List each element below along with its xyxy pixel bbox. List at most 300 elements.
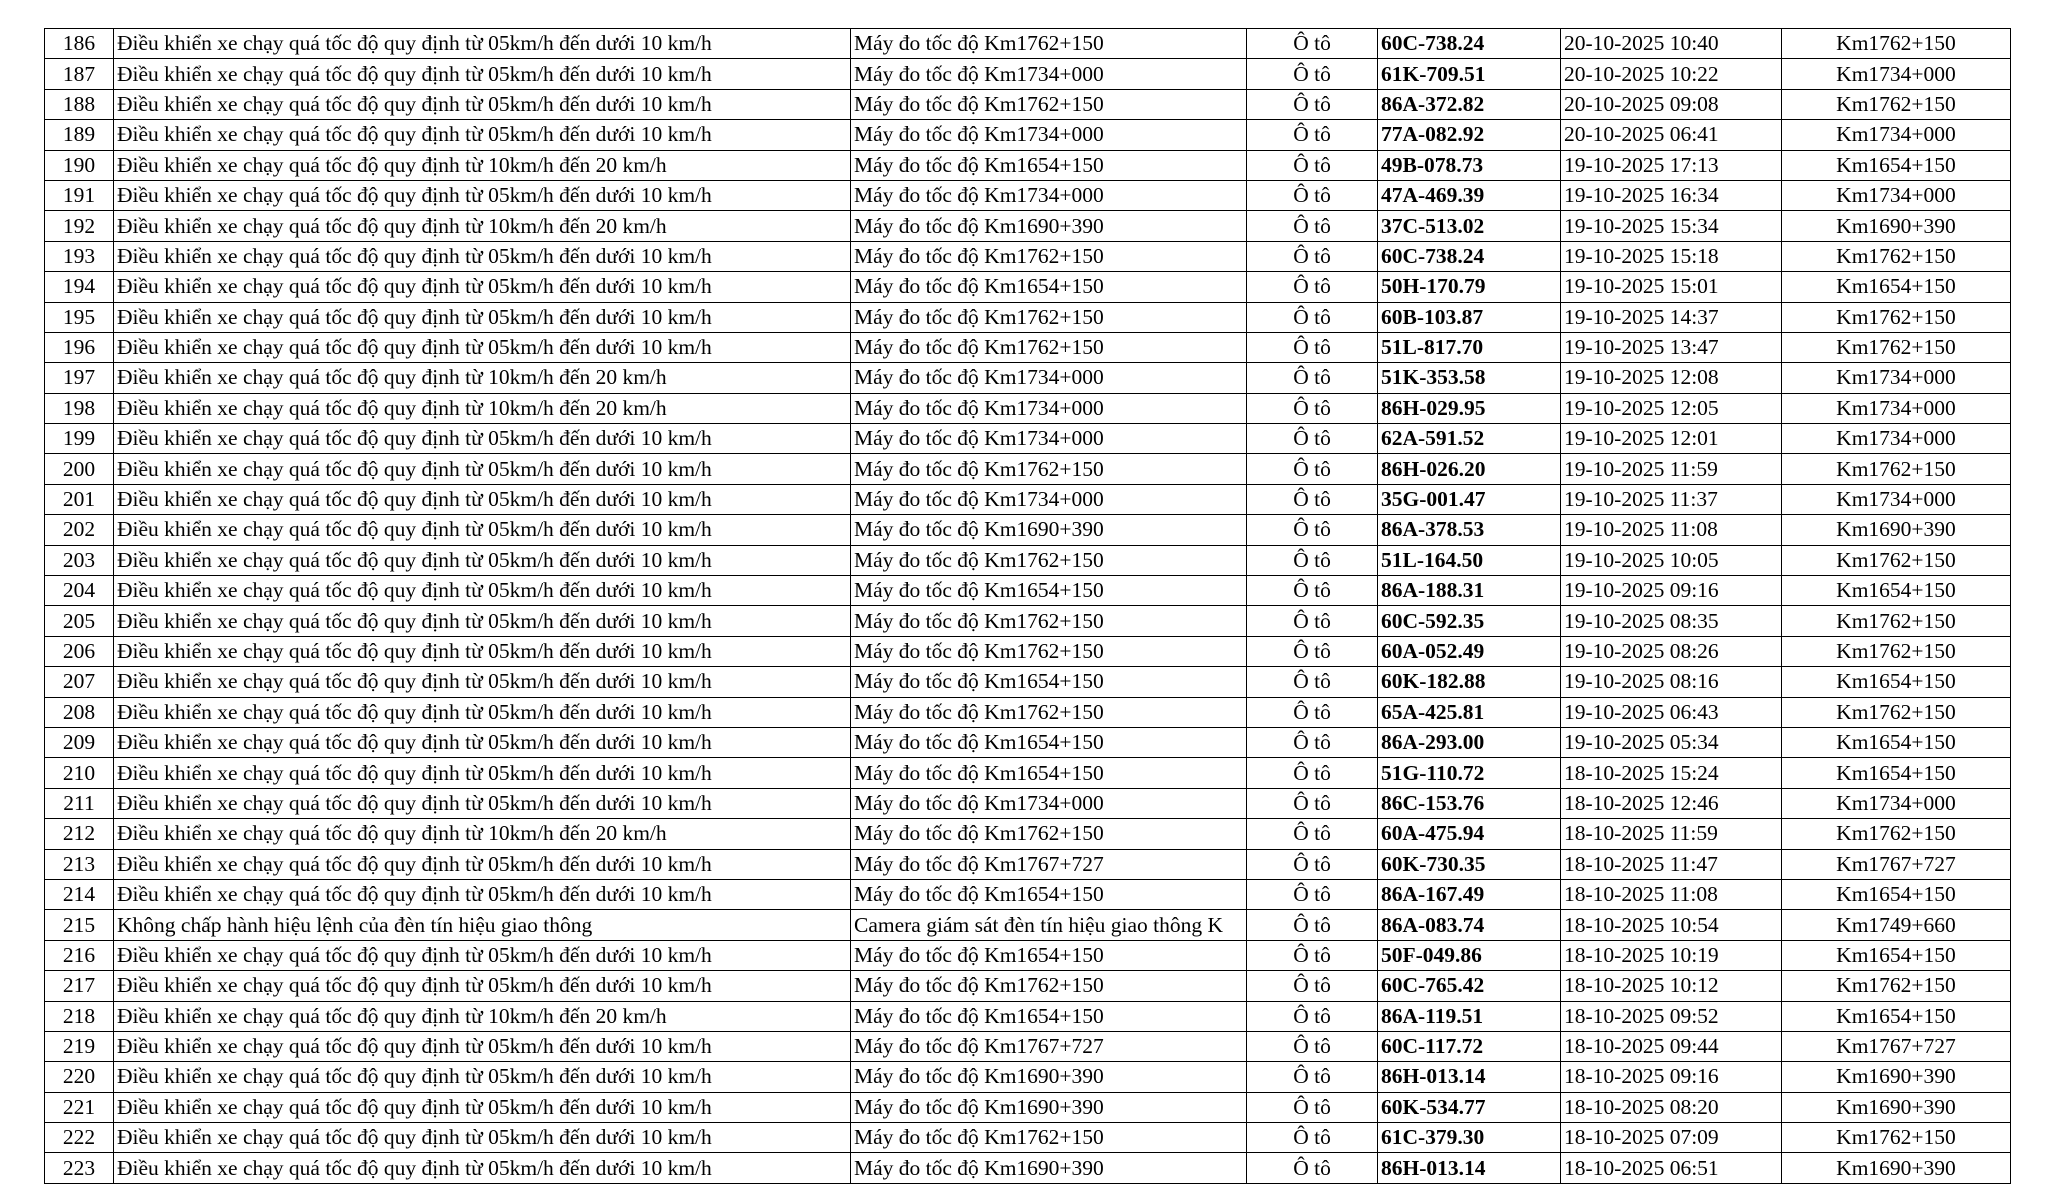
violation-time: 19-10-2025 13:47 [1561,332,1782,362]
violation-time: 19-10-2025 15:18 [1561,241,1782,271]
row-number: 188 [45,89,114,119]
row-number: 197 [45,363,114,393]
violation-description: Điều khiển xe chạy quá tốc độ quy định từ 05km/h đến dưới 10 km/h [114,636,851,666]
license-plate: 86A-378.53 [1378,515,1561,545]
vehicle-type: Ô tô [1247,576,1378,606]
table-row [45,424,2011,454]
row-number: 205 [45,606,114,636]
violation-time: 20-10-2025 10:40 [1561,29,1782,59]
license-plate: 60A-475.94 [1378,819,1561,849]
violation-time: 19-10-2025 12:01 [1561,424,1782,454]
row-number: 196 [45,332,114,362]
detection-device: Máy đo tốc độ Km1734+000 [851,120,1247,150]
violation-time: 20-10-2025 09:08 [1561,89,1782,119]
detection-device: Máy đo tốc độ Km1734+000 [851,788,1247,818]
license-plate: 47A-469.39 [1378,180,1561,210]
table-row [45,697,2011,727]
violation-time: 19-10-2025 15:34 [1561,211,1782,241]
violation-location: Km1762+150 [1782,971,2011,1001]
license-plate: 50H-170.79 [1378,272,1561,302]
vehicle-type: Ô tô [1247,59,1378,89]
vehicle-type: Ô tô [1247,454,1378,484]
violation-time: 19-10-2025 08:35 [1561,606,1782,636]
violation-location: Km1762+150 [1782,454,2011,484]
license-plate: 60C-738.24 [1378,29,1561,59]
detection-device: Máy đo tốc độ Km1654+150 [851,150,1247,180]
table-row [45,120,2011,150]
table-row [45,758,2011,788]
table-row [45,89,2011,119]
license-plate: 60K-730.35 [1378,849,1561,879]
license-plate: 86A-119.51 [1378,1001,1561,1031]
row-number: 213 [45,849,114,879]
row-number: 214 [45,879,114,909]
vehicle-type: Ô tô [1247,1123,1378,1153]
license-plate: 51L-164.50 [1378,545,1561,575]
violation-location: Km1734+000 [1782,424,2011,454]
row-number: 220 [45,1062,114,1092]
violation-description: Điều khiển xe chạy quá tốc độ quy định từ 05km/h đến dưới 10 km/h [114,576,851,606]
detection-device: Máy đo tốc độ Km1762+150 [851,241,1247,271]
violation-location: Km1734+000 [1782,484,2011,514]
violation-location: Km1762+150 [1782,241,2011,271]
row-number: 215 [45,910,114,940]
vehicle-type: Ô tô [1247,849,1378,879]
row-number: 218 [45,1001,114,1031]
table-body [45,29,2011,1184]
violation-time: 18-10-2025 11:47 [1561,849,1782,879]
vehicle-type: Ô tô [1247,272,1378,302]
violation-time: 18-10-2025 06:51 [1561,1153,1782,1183]
table-row [45,241,2011,271]
violation-time: 20-10-2025 10:22 [1561,59,1782,89]
vehicle-type: Ô tô [1247,758,1378,788]
violation-time: 19-10-2025 12:08 [1561,363,1782,393]
license-plate: 86A-083.74 [1378,910,1561,940]
violation-time: 18-10-2025 07:09 [1561,1123,1782,1153]
detection-device: Máy đo tốc độ Km1654+150 [851,727,1247,757]
license-plate: 51G-110.72 [1378,758,1561,788]
violation-location: Km1690+390 [1782,1062,2011,1092]
row-number: 217 [45,971,114,1001]
row-number: 210 [45,758,114,788]
row-number: 192 [45,211,114,241]
violation-time: 20-10-2025 06:41 [1561,120,1782,150]
detection-device: Máy đo tốc độ Km1762+150 [851,819,1247,849]
table-row [45,667,2011,697]
detection-device: Máy đo tốc độ Km1734+000 [851,363,1247,393]
vehicle-type: Ô tô [1247,727,1378,757]
violation-time: 18-10-2025 10:54 [1561,910,1782,940]
table-row [45,363,2011,393]
vehicle-type: Ô tô [1247,819,1378,849]
violation-location: Km1767+727 [1782,849,2011,879]
row-number: 207 [45,667,114,697]
violation-description: Điều khiển xe chạy quá tốc độ quy định từ 10km/h đến 20 km/h [114,819,851,849]
violation-location: Km1654+150 [1782,879,2011,909]
violation-time: 19-10-2025 06:43 [1561,697,1782,727]
violation-time: 18-10-2025 10:12 [1561,971,1782,1001]
violation-location: Km1762+150 [1782,29,2011,59]
violation-time: 18-10-2025 12:46 [1561,788,1782,818]
violation-description: Không chấp hành hiệu lệnh của đèn tín hiệu giao thông [114,910,851,940]
detection-device: Máy đo tốc độ Km1762+150 [851,332,1247,362]
violation-time: 18-10-2025 15:24 [1561,758,1782,788]
row-number: 212 [45,819,114,849]
table-row [45,59,2011,89]
violation-description: Điều khiển xe chạy quá tốc độ quy định từ 05km/h đến dưới 10 km/h [114,241,851,271]
row-number: 200 [45,454,114,484]
violation-time: 19-10-2025 11:08 [1561,515,1782,545]
vehicle-type: Ô tô [1247,150,1378,180]
vehicle-type: Ô tô [1247,1031,1378,1061]
violation-location: Km1690+390 [1782,211,2011,241]
license-plate: 77A-082.92 [1378,120,1561,150]
row-number: 206 [45,636,114,666]
table-row [45,1092,2011,1122]
license-plate: 86C-153.76 [1378,788,1561,818]
detection-device: Máy đo tốc độ Km1690+390 [851,1092,1247,1122]
license-plate: 35G-001.47 [1378,484,1561,514]
detection-device: Máy đo tốc độ Km1690+390 [851,1062,1247,1092]
table-row [45,636,2011,666]
violation-description: Điều khiển xe chạy quá tốc độ quy định từ 05km/h đến dưới 10 km/h [114,332,851,362]
violation-location: Km1654+150 [1782,940,2011,970]
vehicle-type: Ô tô [1247,332,1378,362]
violation-location: Km1762+150 [1782,89,2011,119]
vehicle-type: Ô tô [1247,484,1378,514]
detection-device: Máy đo tốc độ Km1654+150 [851,940,1247,970]
vehicle-type: Ô tô [1247,120,1378,150]
violation-location: Km1690+390 [1782,515,2011,545]
license-plate: 60C-738.24 [1378,241,1561,271]
detection-device: Camera giám sát đèn tín hiệu giao thông K [851,910,1247,940]
violation-location: Km1654+150 [1782,667,2011,697]
vehicle-type: Ô tô [1247,910,1378,940]
violation-description: Điều khiển xe chạy quá tốc độ quy định từ 10km/h đến 20 km/h [114,150,851,180]
violation-location: Km1762+150 [1782,636,2011,666]
license-plate: 65A-425.81 [1378,697,1561,727]
violation-location: Km1762+150 [1782,697,2011,727]
row-number: 209 [45,727,114,757]
violation-location: Km1762+150 [1782,606,2011,636]
detection-device: Máy đo tốc độ Km1762+150 [851,89,1247,119]
table-row [45,879,2011,909]
table-row [45,515,2011,545]
violation-description: Điều khiển xe chạy quá tốc độ quy định từ 05km/h đến dưới 10 km/h [114,29,851,59]
license-plate: 51K-353.58 [1378,363,1561,393]
violation-description: Điều khiển xe chạy quá tốc độ quy định từ 05km/h đến dưới 10 km/h [114,1123,851,1153]
violation-description: Điều khiển xe chạy quá tốc độ quy định từ 10km/h đến 20 km/h [114,1001,851,1031]
violation-description: Điều khiển xe chạy quá tốc độ quy định từ 10km/h đến 20 km/h [114,393,851,423]
license-plate: 51L-817.70 [1378,332,1561,362]
detection-device: Máy đo tốc độ Km1767+727 [851,1031,1247,1061]
violation-location: Km1734+000 [1782,393,2011,423]
row-number: 186 [45,29,114,59]
violation-location: Km1767+727 [1782,1031,2011,1061]
license-plate: 61C-379.30 [1378,1123,1561,1153]
detection-device: Máy đo tốc độ Km1734+000 [851,393,1247,423]
vehicle-type: Ô tô [1247,515,1378,545]
license-plate: 61K-709.51 [1378,59,1561,89]
vehicle-type: Ô tô [1247,788,1378,818]
violation-time: 19-10-2025 11:59 [1561,454,1782,484]
vehicle-type: Ô tô [1247,363,1378,393]
violation-location: Km1734+000 [1782,363,2011,393]
row-number: 211 [45,788,114,818]
detection-device: Máy đo tốc độ Km1762+150 [851,454,1247,484]
violation-time: 19-10-2025 08:16 [1561,667,1782,697]
vehicle-type: Ô tô [1247,545,1378,575]
violation-description: Điều khiển xe chạy quá tốc độ quy định từ 05km/h đến dưới 10 km/h [114,697,851,727]
table-row [45,1031,2011,1061]
detection-device: Máy đo tốc độ Km1734+000 [851,180,1247,210]
violation-location: Km1654+150 [1782,272,2011,302]
violation-description: Điều khiển xe chạy quá tốc độ quy định từ 05km/h đến dưới 10 km/h [114,606,851,636]
violation-description: Điều khiển xe chạy quá tốc độ quy định từ 10km/h đến 20 km/h [114,211,851,241]
license-plate: 60B-103.87 [1378,302,1561,332]
violation-description: Điều khiển xe chạy quá tốc độ quy định từ 10km/h đến 20 km/h [114,363,851,393]
row-number: 216 [45,940,114,970]
row-number: 204 [45,576,114,606]
detection-device: Máy đo tốc độ Km1690+390 [851,515,1247,545]
row-number: 208 [45,697,114,727]
violation-location: Km1749+660 [1782,910,2011,940]
violation-time: 18-10-2025 08:20 [1561,1092,1782,1122]
table-row [45,819,2011,849]
detection-device: Máy đo tốc độ Km1690+390 [851,211,1247,241]
table-row [45,272,2011,302]
license-plate: 50F-049.86 [1378,940,1561,970]
vehicle-type: Ô tô [1247,879,1378,909]
row-number: 221 [45,1092,114,1122]
table-row [45,940,2011,970]
violation-location: Km1734+000 [1782,788,2011,818]
detection-device: Máy đo tốc độ Km1654+150 [851,272,1247,302]
violation-description: Điều khiển xe chạy quá tốc độ quy định từ 05km/h đến dưới 10 km/h [114,424,851,454]
vehicle-type: Ô tô [1247,180,1378,210]
license-plate: 86A-188.31 [1378,576,1561,606]
detection-device: Máy đo tốc độ Km1734+000 [851,424,1247,454]
table-row [45,971,2011,1001]
violation-time: 19-10-2025 15:01 [1561,272,1782,302]
vehicle-type: Ô tô [1247,1062,1378,1092]
vehicle-type: Ô tô [1247,393,1378,423]
violation-description: Điều khiển xe chạy quá tốc độ quy định từ 05km/h đến dưới 10 km/h [114,1153,851,1183]
table-row [45,788,2011,818]
license-plate: 86H-013.14 [1378,1062,1561,1092]
violation-time: 18-10-2025 09:44 [1561,1031,1782,1061]
license-plate: 86H-026.20 [1378,454,1561,484]
vehicle-type: Ô tô [1247,241,1378,271]
row-number: 195 [45,302,114,332]
violation-location: Km1654+150 [1782,1001,2011,1031]
table-row [45,302,2011,332]
vehicle-type: Ô tô [1247,971,1378,1001]
violation-description: Điều khiển xe chạy quá tốc độ quy định từ 05km/h đến dưới 10 km/h [114,180,851,210]
table-row [45,1123,2011,1153]
table-row [45,1153,2011,1183]
violation-description: Điều khiển xe chạy quá tốc độ quy định từ 05km/h đến dưới 10 km/h [114,272,851,302]
violation-description: Điều khiển xe chạy quá tốc độ quy định từ 05km/h đến dưới 10 km/h [114,454,851,484]
vehicle-type: Ô tô [1247,667,1378,697]
table-row [45,484,2011,514]
violation-description: Điều khiển xe chạy quá tốc độ quy định từ 05km/h đến dưới 10 km/h [114,788,851,818]
license-plate: 86H-029.95 [1378,393,1561,423]
violation-description: Điều khiển xe chạy quá tốc độ quy định từ 05km/h đến dưới 10 km/h [114,545,851,575]
table-row [45,332,2011,362]
detection-device: Máy đo tốc độ Km1762+150 [851,302,1247,332]
row-number: 194 [45,272,114,302]
license-plate: 60K-182.88 [1378,667,1561,697]
violation-location: Km1762+150 [1782,819,2011,849]
detection-device: Máy đo tốc độ Km1654+150 [851,758,1247,788]
violation-description: Điều khiển xe chạy quá tốc độ quy định từ 05km/h đến dưới 10 km/h [114,515,851,545]
detection-device: Máy đo tốc độ Km1654+150 [851,576,1247,606]
vehicle-type: Ô tô [1247,302,1378,332]
license-plate: 60K-534.77 [1378,1092,1561,1122]
violation-time: 18-10-2025 09:52 [1561,1001,1782,1031]
violation-location: Km1690+390 [1782,1153,2011,1183]
violation-time: 19-10-2025 12:05 [1561,393,1782,423]
violation-description: Điều khiển xe chạy quá tốc độ quy định từ 05km/h đến dưới 10 km/h [114,1031,851,1061]
violation-time: 18-10-2025 11:59 [1561,819,1782,849]
detection-device: Máy đo tốc độ Km1734+000 [851,59,1247,89]
license-plate: 60C-592.35 [1378,606,1561,636]
violation-location: Km1762+150 [1782,302,2011,332]
vehicle-type: Ô tô [1247,1001,1378,1031]
vehicle-type: Ô tô [1247,606,1378,636]
violation-location: Km1734+000 [1782,120,2011,150]
violation-description: Điều khiển xe chạy quá tốc độ quy định từ 05km/h đến dưới 10 km/h [114,484,851,514]
table-row [45,454,2011,484]
row-number: 201 [45,484,114,514]
table-row [45,849,2011,879]
violation-location: Km1654+150 [1782,150,2011,180]
license-plate: 86A-372.82 [1378,89,1561,119]
table-row [45,1062,2011,1092]
violation-time: 18-10-2025 09:16 [1561,1062,1782,1092]
violation-description: Điều khiển xe chạy quá tốc độ quy định từ 05km/h đến dưới 10 km/h [114,1092,851,1122]
row-number: 202 [45,515,114,545]
detection-device: Máy đo tốc độ Km1762+150 [851,545,1247,575]
row-number: 203 [45,545,114,575]
violation-description: Điều khiển xe chạy quá tốc độ quy định từ 05km/h đến dưới 10 km/h [114,971,851,1001]
row-number: 191 [45,180,114,210]
violation-location: Km1654+150 [1782,727,2011,757]
violation-time: 19-10-2025 09:16 [1561,576,1782,606]
detection-device: Máy đo tốc độ Km1767+727 [851,849,1247,879]
violation-location: Km1690+390 [1782,1092,2011,1122]
violation-time: 19-10-2025 08:26 [1561,636,1782,666]
row-number: 223 [45,1153,114,1183]
violation-description: Điều khiển xe chạy quá tốc độ quy định từ 05km/h đến dưới 10 km/h [114,758,851,788]
violation-time: 18-10-2025 10:19 [1561,940,1782,970]
violation-time: 19-10-2025 17:13 [1561,150,1782,180]
detection-device: Máy đo tốc độ Km1654+150 [851,1001,1247,1031]
detection-device: Máy đo tốc độ Km1762+150 [851,971,1247,1001]
violation-time: 19-10-2025 16:34 [1561,180,1782,210]
violation-location: Km1654+150 [1782,758,2011,788]
violation-time: 19-10-2025 14:37 [1561,302,1782,332]
violation-description: Điều khiển xe chạy quá tốc độ quy định từ 05km/h đến dưới 10 km/h [114,879,851,909]
vehicle-type: Ô tô [1247,940,1378,970]
license-plate: 60A-052.49 [1378,636,1561,666]
violation-description: Điều khiển xe chạy quá tốc độ quy định từ 05km/h đến dưới 10 km/h [114,59,851,89]
detection-device: Máy đo tốc độ Km1654+150 [851,879,1247,909]
row-number: 189 [45,120,114,150]
table-row [45,606,2011,636]
license-plate: 86A-293.00 [1378,727,1561,757]
violation-description: Điều khiển xe chạy quá tốc độ quy định từ 05km/h đến dưới 10 km/h [114,849,851,879]
row-number: 199 [45,424,114,454]
violation-description: Điều khiển xe chạy quá tốc độ quy định từ 05km/h đến dưới 10 km/h [114,89,851,119]
violation-time: 19-10-2025 11:37 [1561,484,1782,514]
vehicle-type: Ô tô [1247,636,1378,666]
table-row [45,727,2011,757]
table-row [45,29,2011,59]
violation-description: Điều khiển xe chạy quá tốc độ quy định từ 05km/h đến dưới 10 km/h [114,667,851,697]
detection-device: Máy đo tốc độ Km1654+150 [851,667,1247,697]
vehicle-type: Ô tô [1247,211,1378,241]
detection-device: Máy đo tốc độ Km1762+150 [851,606,1247,636]
table-row [45,1001,2011,1031]
vehicle-type: Ô tô [1247,424,1378,454]
document-page [44,28,2011,1184]
detection-device: Máy đo tốc độ Km1734+000 [851,484,1247,514]
detection-device: Máy đo tốc độ Km1762+150 [851,636,1247,666]
table-row [45,545,2011,575]
license-plate: 86A-167.49 [1378,879,1561,909]
license-plate: 86H-013.14 [1378,1153,1561,1183]
violation-description: Điều khiển xe chạy quá tốc độ quy định từ 05km/h đến dưới 10 km/h [114,120,851,150]
table-row [45,576,2011,606]
license-plate: 60C-117.72 [1378,1031,1561,1061]
detection-device: Máy đo tốc độ Km1762+150 [851,1123,1247,1153]
violation-description: Điều khiển xe chạy quá tốc độ quy định từ 05km/h đến dưới 10 km/h [114,727,851,757]
table-row [45,150,2011,180]
vehicle-type: Ô tô [1247,29,1378,59]
violation-description: Điều khiển xe chạy quá tốc độ quy định từ 05km/h đến dưới 10 km/h [114,940,851,970]
row-number: 198 [45,393,114,423]
row-number: 190 [45,150,114,180]
violations-table [44,28,2011,1184]
row-number: 219 [45,1031,114,1061]
violation-description: Điều khiển xe chạy quá tốc độ quy định từ 05km/h đến dưới 10 km/h [114,302,851,332]
violation-time: 18-10-2025 11:08 [1561,879,1782,909]
detection-device: Máy đo tốc độ Km1762+150 [851,697,1247,727]
row-number: 187 [45,59,114,89]
violation-location: Km1762+150 [1782,332,2011,362]
vehicle-type: Ô tô [1247,697,1378,727]
row-number: 222 [45,1123,114,1153]
row-number: 193 [45,241,114,271]
license-plate: 37C-513.02 [1378,211,1561,241]
table-row [45,910,2011,940]
license-plate: 49B-078.73 [1378,150,1561,180]
violation-location: Km1762+150 [1782,545,2011,575]
table-row [45,211,2011,241]
license-plate: 62A-591.52 [1378,424,1561,454]
vehicle-type: Ô tô [1247,1092,1378,1122]
detection-device: Máy đo tốc độ Km1762+150 [851,29,1247,59]
violation-location: Km1734+000 [1782,59,2011,89]
violation-location: Km1654+150 [1782,576,2011,606]
table-row [45,180,2011,210]
violation-time: 19-10-2025 05:34 [1561,727,1782,757]
violation-location: Km1734+000 [1782,180,2011,210]
violation-time: 19-10-2025 10:05 [1561,545,1782,575]
